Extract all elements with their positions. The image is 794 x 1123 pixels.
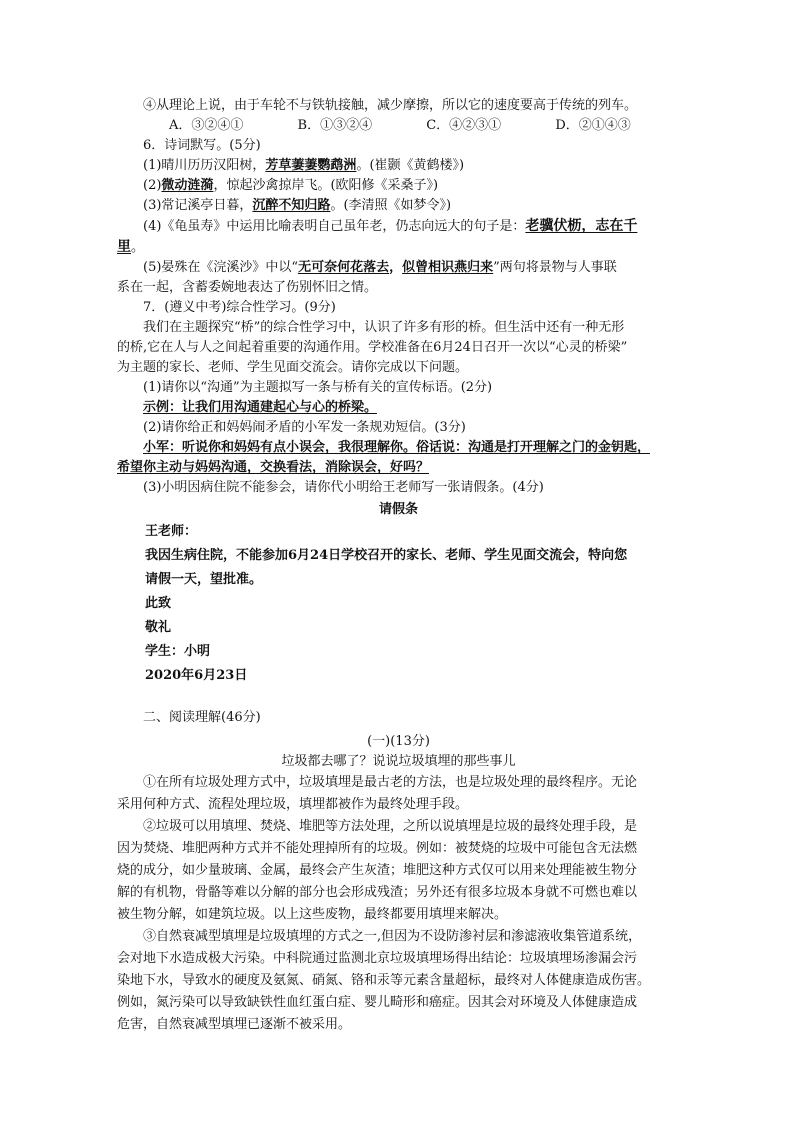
q7-title: 7．(遵义中考)综合性学习。(9分): [143, 300, 336, 315]
q7-sub1-answer: [117, 398, 680, 418]
q7-intro-1: 我们在主题探究“桥”的综合性学习中，认识了许多有形的桥。但生活中还有一种无形: [143, 320, 625, 335]
p3-line-1: ③自然衰减型填埋是垃圾填埋的方式之一,但因为不设防渗衬层和渗滤液收集管道系统，: [143, 929, 642, 944]
p1-line-1: ①在所有垃圾处理方式中，垃圾填埋是最古老的方法，也是垃圾处理的最终程序。无论: [143, 775, 638, 790]
q7-sub2-answer-2: [117, 458, 680, 478]
q6-l3-answer: 沉醉不知归路: [252, 198, 331, 213]
option-a: A．③②④①: [169, 118, 244, 133]
q6-line4-cont: [117, 237, 680, 258]
q6-line1: [117, 156, 680, 176]
p2-line-2: 因为焚烧、堆肥两种方式并不能处理掉所有的垃圾。例如：被焚烧的垃圾中可能包含无法燃: [117, 841, 638, 856]
q7-sub3: (3)小明因病住院不能参会，请你代小明给王老师写一张请假条。(4分): [143, 480, 544, 495]
p2-line-5: 被生物分解，如建筑垃圾。以上这些废物，最终都要用填埋来解决。: [117, 907, 508, 922]
q6-l5-answer2: 似曾相识燕归来: [402, 260, 494, 275]
q6-l5-prompt: (5)晏殊在《浣溪沙》中以“: [143, 260, 299, 275]
q6-l4-answer-part1: 老骥伏枥，志在千: [525, 218, 638, 234]
q7-sub1: (1)请你以“沟通”为主题拟写一条与桥有关的宣传标语。(2分): [143, 380, 493, 395]
p3-line-4: 例如，氮污染可以导致缺铁性血红蛋白症、婴儿畸形和癌症。因其会对环境及人体健康造成: [117, 995, 638, 1010]
article-title: 垃圾都去哪了？说说垃圾填埋的那些事儿: [281, 754, 516, 769]
p3-line-3: 染地下水，导致水的硬度及氨氮、硝氮、铬和汞等元素含量超标，最终对人体健康造成伤害。: [117, 973, 651, 988]
p2-line-1: ②垃圾可以用填埋、焚烧、堆肥等方法处理，之所以说填埋是垃圾的最终处理手段，是: [143, 819, 638, 834]
p1-line-2: 采用何种方式、流程处理垃圾，填埋都被作为最终处理手段。: [117, 797, 469, 812]
q6-l2-prompt: (2): [143, 178, 162, 193]
part2-subsection: (一)(13分): [367, 734, 430, 749]
leave-note-salutation: 王老师：: [145, 524, 198, 539]
q7-sub1-answer-text: 示例：让我们用沟通建起心与心的桥梁。: [143, 400, 378, 415]
leave-note-body: [117, 520, 680, 688]
option-b: B．①③②④: [297, 118, 373, 133]
article-paragraph-3: [117, 926, 680, 1036]
q7-sub2: (2)请你给正和妈妈闹矛盾的小军发一条规劝短信。(3分): [143, 420, 466, 435]
leave-note-text-1: 我因生病住院，不能参加6月24日学校召开的家长、老师、学生见面交流会，特向您: [145, 548, 628, 563]
q6-l3-source: 。(李清照《如梦令》): [330, 198, 452, 213]
q6-line3: [117, 196, 680, 216]
q6-l5-answer1: 无可奈何花落去: [298, 260, 390, 275]
exam-page: [117, 96, 680, 1036]
q6-l4-prompt: (4)《龟虽寿》中运用比喻表明自己虽年老，仍志向远大的句子是：: [143, 219, 526, 234]
q6-l1-prompt: (1)晴川历历汉阳树，: [143, 158, 266, 173]
option-c: C．④②③①: [426, 118, 502, 133]
leave-note-closing-1: 此致: [145, 596, 172, 611]
part2-title: 二、阅读理解(46分): [143, 710, 261, 725]
leave-note-date: 2020年6月23日: [145, 668, 248, 683]
q6-l2-source: ，惊起沙禽掠岸飞。(欧阳修《采桑子》): [213, 178, 439, 193]
q6-line5: [117, 258, 680, 278]
leave-note-signature: 学生：小明: [145, 644, 211, 659]
article-paragraph-1: [117, 772, 680, 816]
q6-l3-prompt: (3)常记溪亭日暮，: [143, 198, 253, 213]
q7-sub2-answer-text-1: 小军：听说你和妈妈有点小误会，我很理解你。俗话说：沟通是打开理解之门的金钥匙，: [143, 440, 651, 455]
q6-l5-rest: ”两句将景物与人事联: [493, 260, 617, 275]
q6-l1-source: 。(崔颢《黄鹤楼》): [356, 158, 465, 173]
q6-l5-comma: ，: [389, 260, 403, 275]
q6-title: 6．诗词默写。(5分): [143, 138, 261, 153]
p2-line-4: 解的有机物，骨骼等难以分解的部分也会形成残渣；另外还有很多垃圾本身就不可燃也难以: [117, 885, 638, 900]
q7-intro-2: 的桥,它在人与人之间起着重要的沟通作用。学校准备在6月24日召开一次以“心灵的桥梁”: [117, 340, 628, 355]
q6-l1-answer: 芳草萋萋鹦鹉洲: [265, 158, 357, 173]
p3-line-5: 危害，自然衰减型填埋已逐渐不被采用。: [117, 1017, 352, 1032]
leave-note-title: 请假条: [378, 502, 418, 517]
q5-options: [117, 116, 680, 136]
q6-line2: [117, 176, 680, 196]
q6-l2-answer: 微动涟漪: [161, 178, 214, 193]
q6-l4-end: 。: [131, 240, 145, 255]
q6-line5-cont: 系在一起，含蓄委婉地表达了伤别怀旧之情。: [117, 280, 378, 295]
q5-item4: ④从理论上说，由于车轮不与铁轨接触，减少摩擦，所以它的速度要高于传统的列车。: [143, 98, 638, 113]
option-d: D．②①④③: [555, 118, 631, 133]
q7-sub2-answer-1: [117, 438, 680, 458]
leave-note-text-2: 请假一天，望批准。: [145, 572, 263, 587]
q6-l4-answer-part2: 里: [117, 239, 131, 255]
p3-line-2: 会对地下水造成极大污染。中科院通过监测北京垃圾填埋场得出结论：垃圾填埋场渗漏会污: [117, 951, 638, 966]
leave-note-closing-2: 敬礼: [145, 620, 172, 635]
article-paragraph-2: [117, 816, 680, 926]
q6-line4: [117, 216, 680, 237]
p2-line-3: 烧的成分，如少量玻璃、金属，最终会产生灰渣；堆肥这种方式仅可以用来处理能被生物分: [117, 863, 638, 878]
q7-intro-3: 为主题的家长、老师、学生见面交流会。请你完成以下问题。: [117, 360, 469, 375]
q7-sub2-answer-text-2: 希望你主动与妈妈沟通，交换看法，消除误会，好吗？: [117, 460, 430, 475]
